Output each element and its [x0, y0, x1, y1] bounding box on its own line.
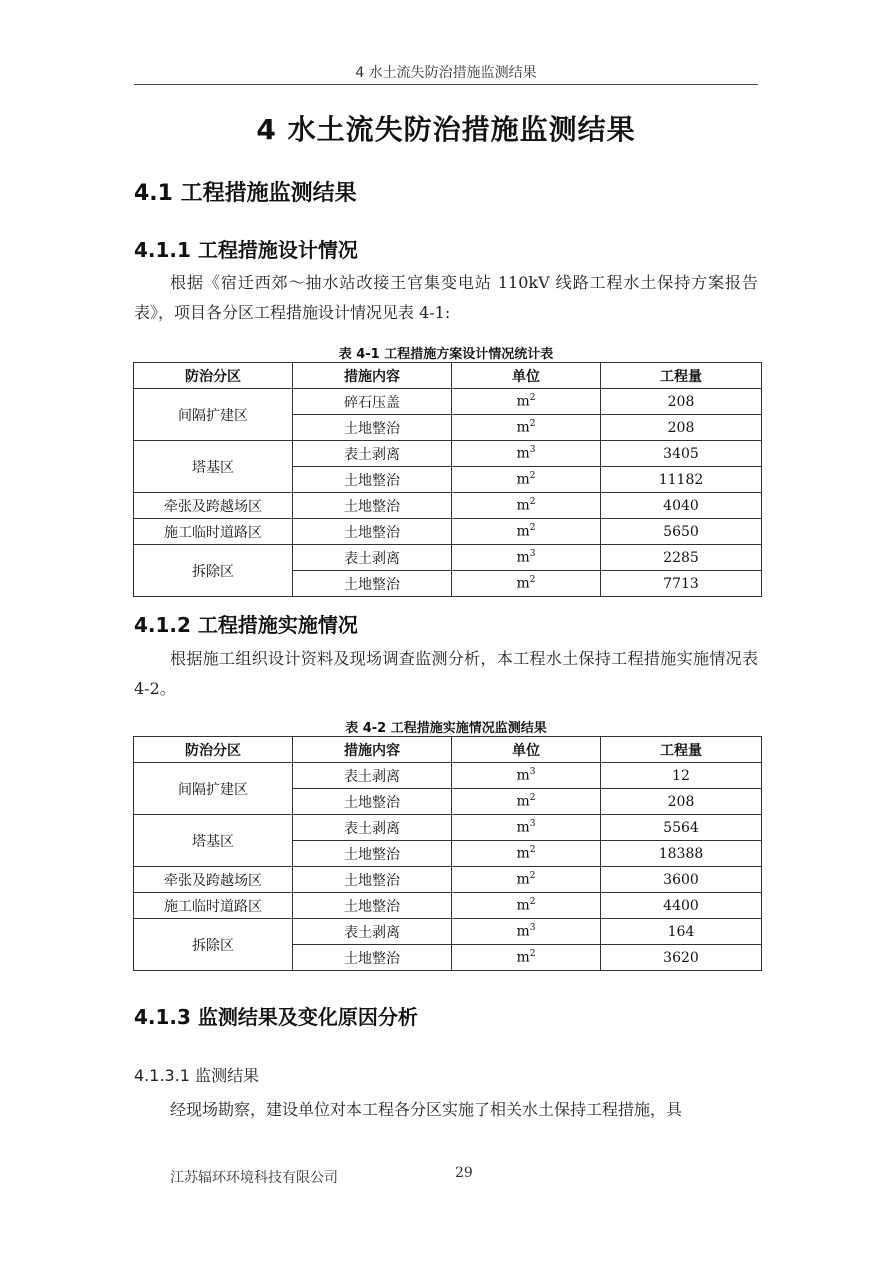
cell-measure: 土地整治: [293, 519, 452, 545]
cell-unit: [452, 867, 601, 893]
cell-measure: 表土剥离: [293, 919, 452, 945]
cell-measure: 表土剥离: [293, 815, 452, 841]
header-cell-measure: 措施内容: [293, 363, 452, 389]
cell-quantity: 2285: [601, 545, 762, 571]
unit-exponent: 2: [529, 949, 536, 960]
header-cell-zone: 防治分区: [134, 363, 293, 389]
cell-measure: 土地整治: [293, 841, 452, 867]
table-row: [134, 763, 762, 789]
cell-quantity: 5564: [601, 815, 762, 841]
unit-base: m: [516, 819, 530, 836]
table-4-2: [133, 736, 762, 971]
footer-page-number: 29: [455, 1165, 473, 1181]
cell-measure: 土地整治: [293, 893, 452, 919]
unit-base: m: [516, 767, 530, 784]
cell-unit: [452, 763, 601, 789]
cell-measure: 碎石压盖: [293, 389, 452, 415]
cell-zone: 施工临时道路区: [134, 519, 293, 545]
cell-measure: 表土剥离: [293, 763, 452, 789]
table-row: [134, 493, 762, 519]
cell-zone: 拆除区: [134, 919, 293, 971]
cell-unit: [452, 571, 601, 597]
cell-unit: [452, 815, 601, 841]
cell-zone: 牵张及跨越场区: [134, 867, 293, 893]
cell-quantity: 12: [601, 763, 762, 789]
unit-exponent: 2: [529, 575, 536, 586]
table-row: [134, 441, 762, 467]
cell-quantity: 208: [601, 415, 762, 441]
cell-quantity: 164: [601, 919, 762, 945]
table-header-row: [134, 363, 762, 389]
unit-exponent: 3: [529, 767, 536, 778]
cell-unit: [452, 893, 601, 919]
table-4-2-caption: 表 4-2 工程措施实施情况监测结果: [345, 721, 547, 736]
table-row: [134, 389, 762, 415]
cell-zone: 间隔扩建区: [134, 763, 293, 815]
cell-unit: [452, 919, 601, 945]
unit-exponent: 3: [529, 819, 536, 830]
unit-base: m: [516, 897, 530, 914]
unit-exponent: 2: [529, 471, 536, 482]
table-row: [134, 545, 762, 571]
unit-exponent: 2: [529, 393, 536, 404]
section-4-1-1-paragraph: 根据《宿迁西郊～抽水站改接王官集变电站 110kV 线路工程水土保持方案报告表》，项目各分区工程措施设计情况见表 4-1:: [134, 273, 758, 322]
unit-base: m: [516, 949, 530, 966]
cell-measure: 表土剥离: [293, 545, 452, 571]
table-row: [134, 893, 762, 919]
header-cell-zone: 防治分区: [134, 737, 293, 763]
unit-base: m: [516, 419, 530, 436]
section-4-1-3-1-heading: 4.1.3.1 监测结果: [134, 1066, 260, 1085]
table-4-1: [133, 362, 762, 597]
cell-measure: 土地整治: [293, 493, 452, 519]
cell-measure: 土地整治: [293, 415, 452, 441]
footer-company: 江苏辐环环境科技有限公司: [170, 1170, 338, 1186]
cell-quantity: 18388: [601, 841, 762, 867]
cell-quantity: 3600: [601, 867, 762, 893]
cell-measure: 土地整治: [293, 571, 452, 597]
table-row: [134, 867, 762, 893]
header-divider: [134, 84, 758, 85]
header-cell-quantity: 工程量: [601, 363, 762, 389]
section-4-1-3-1-paragraph: 经现场勘察，建设单位对本工程各分区实施了相关水土保持工程措施，具: [170, 1100, 683, 1119]
unit-exponent: 2: [529, 497, 536, 508]
cell-zone: 塔基区: [134, 815, 293, 867]
table-row: [134, 919, 762, 945]
unit-base: m: [516, 523, 530, 540]
section-4-1-3-heading: 4.1.3 监测结果及变化原因分析: [134, 1005, 418, 1029]
table-4-1-caption: 表 4-1 工程措施方案设计情况统计表: [338, 347, 554, 362]
header-cell-quantity: 工程量: [601, 737, 762, 763]
cell-quantity: 3620: [601, 945, 762, 971]
unit-base: m: [516, 575, 530, 592]
unit-exponent: 3: [529, 923, 536, 934]
unit-exponent: 2: [529, 897, 536, 908]
unit-exponent: 2: [529, 419, 536, 430]
unit-base: m: [516, 845, 530, 862]
cell-zone: 拆除区: [134, 545, 293, 597]
unit-base: m: [516, 923, 530, 940]
cell-measure: 土地整治: [293, 789, 452, 815]
cell-quantity: 7713: [601, 571, 762, 597]
unit-exponent: 2: [529, 523, 536, 534]
unit-exponent: 3: [529, 549, 536, 560]
header-cell-unit: 单位: [452, 737, 601, 763]
cell-quantity: 5650: [601, 519, 762, 545]
cell-unit: [452, 841, 601, 867]
unit-base: m: [516, 549, 530, 566]
unit-base: m: [516, 445, 530, 462]
unit-base: m: [516, 497, 530, 514]
unit-exponent: 2: [529, 793, 536, 804]
header-cell-measure: 措施内容: [293, 737, 452, 763]
running-header: 4 水土流失防治措施监测结果: [355, 65, 537, 81]
cell-quantity: 4400: [601, 893, 762, 919]
cell-unit: [452, 441, 601, 467]
cell-quantity: 208: [601, 389, 762, 415]
table-4-2-body: [134, 763, 762, 971]
cell-zone: 塔基区: [134, 441, 293, 493]
cell-unit: [452, 493, 601, 519]
unit-base: m: [516, 471, 530, 488]
table-header-row: [134, 737, 762, 763]
cell-unit: [452, 415, 601, 441]
cell-zone: 施工临时道路区: [134, 893, 293, 919]
chapter-title: 4 水土流失防治措施监测结果: [256, 113, 636, 146]
cell-quantity: 4040: [601, 493, 762, 519]
cell-unit: [452, 389, 601, 415]
cell-unit: [452, 789, 601, 815]
unit-base: m: [516, 393, 530, 410]
cell-quantity: 11182: [601, 467, 762, 493]
unit-exponent: 3: [529, 445, 536, 456]
cell-quantity: 3405: [601, 441, 762, 467]
cell-unit: [452, 467, 601, 493]
cell-measure: 土地整治: [293, 867, 452, 893]
unit-exponent: 2: [529, 871, 536, 882]
cell-quantity: 208: [601, 789, 762, 815]
cell-unit: [452, 945, 601, 971]
cell-unit: [452, 545, 601, 571]
table-row: [134, 519, 762, 545]
cell-measure: 土地整治: [293, 467, 452, 493]
cell-measure: 土地整治: [293, 945, 452, 971]
unit-exponent: 2: [529, 845, 536, 856]
cell-zone: 间隔扩建区: [134, 389, 293, 441]
unit-base: m: [516, 793, 530, 810]
table-row: [134, 815, 762, 841]
section-4-1-2-paragraph: 根据施工组织设计资料及现场调查监测分析，本工程水土保持工程措施实施情况表 4-2。: [134, 649, 758, 698]
table-4-1-body: [134, 389, 762, 597]
cell-measure: 表土剥离: [293, 441, 452, 467]
section-4-1-heading: 4.1 工程措施监测结果: [134, 181, 357, 206]
unit-base: m: [516, 871, 530, 888]
cell-zone: 牵张及跨越场区: [134, 493, 293, 519]
header-cell-unit: 单位: [452, 363, 601, 389]
cell-unit: [452, 519, 601, 545]
section-4-1-2-heading: 4.1.2 工程措施实施情况: [134, 613, 358, 637]
section-4-1-1-heading: 4.1.1 工程措施设计情况: [134, 238, 358, 262]
